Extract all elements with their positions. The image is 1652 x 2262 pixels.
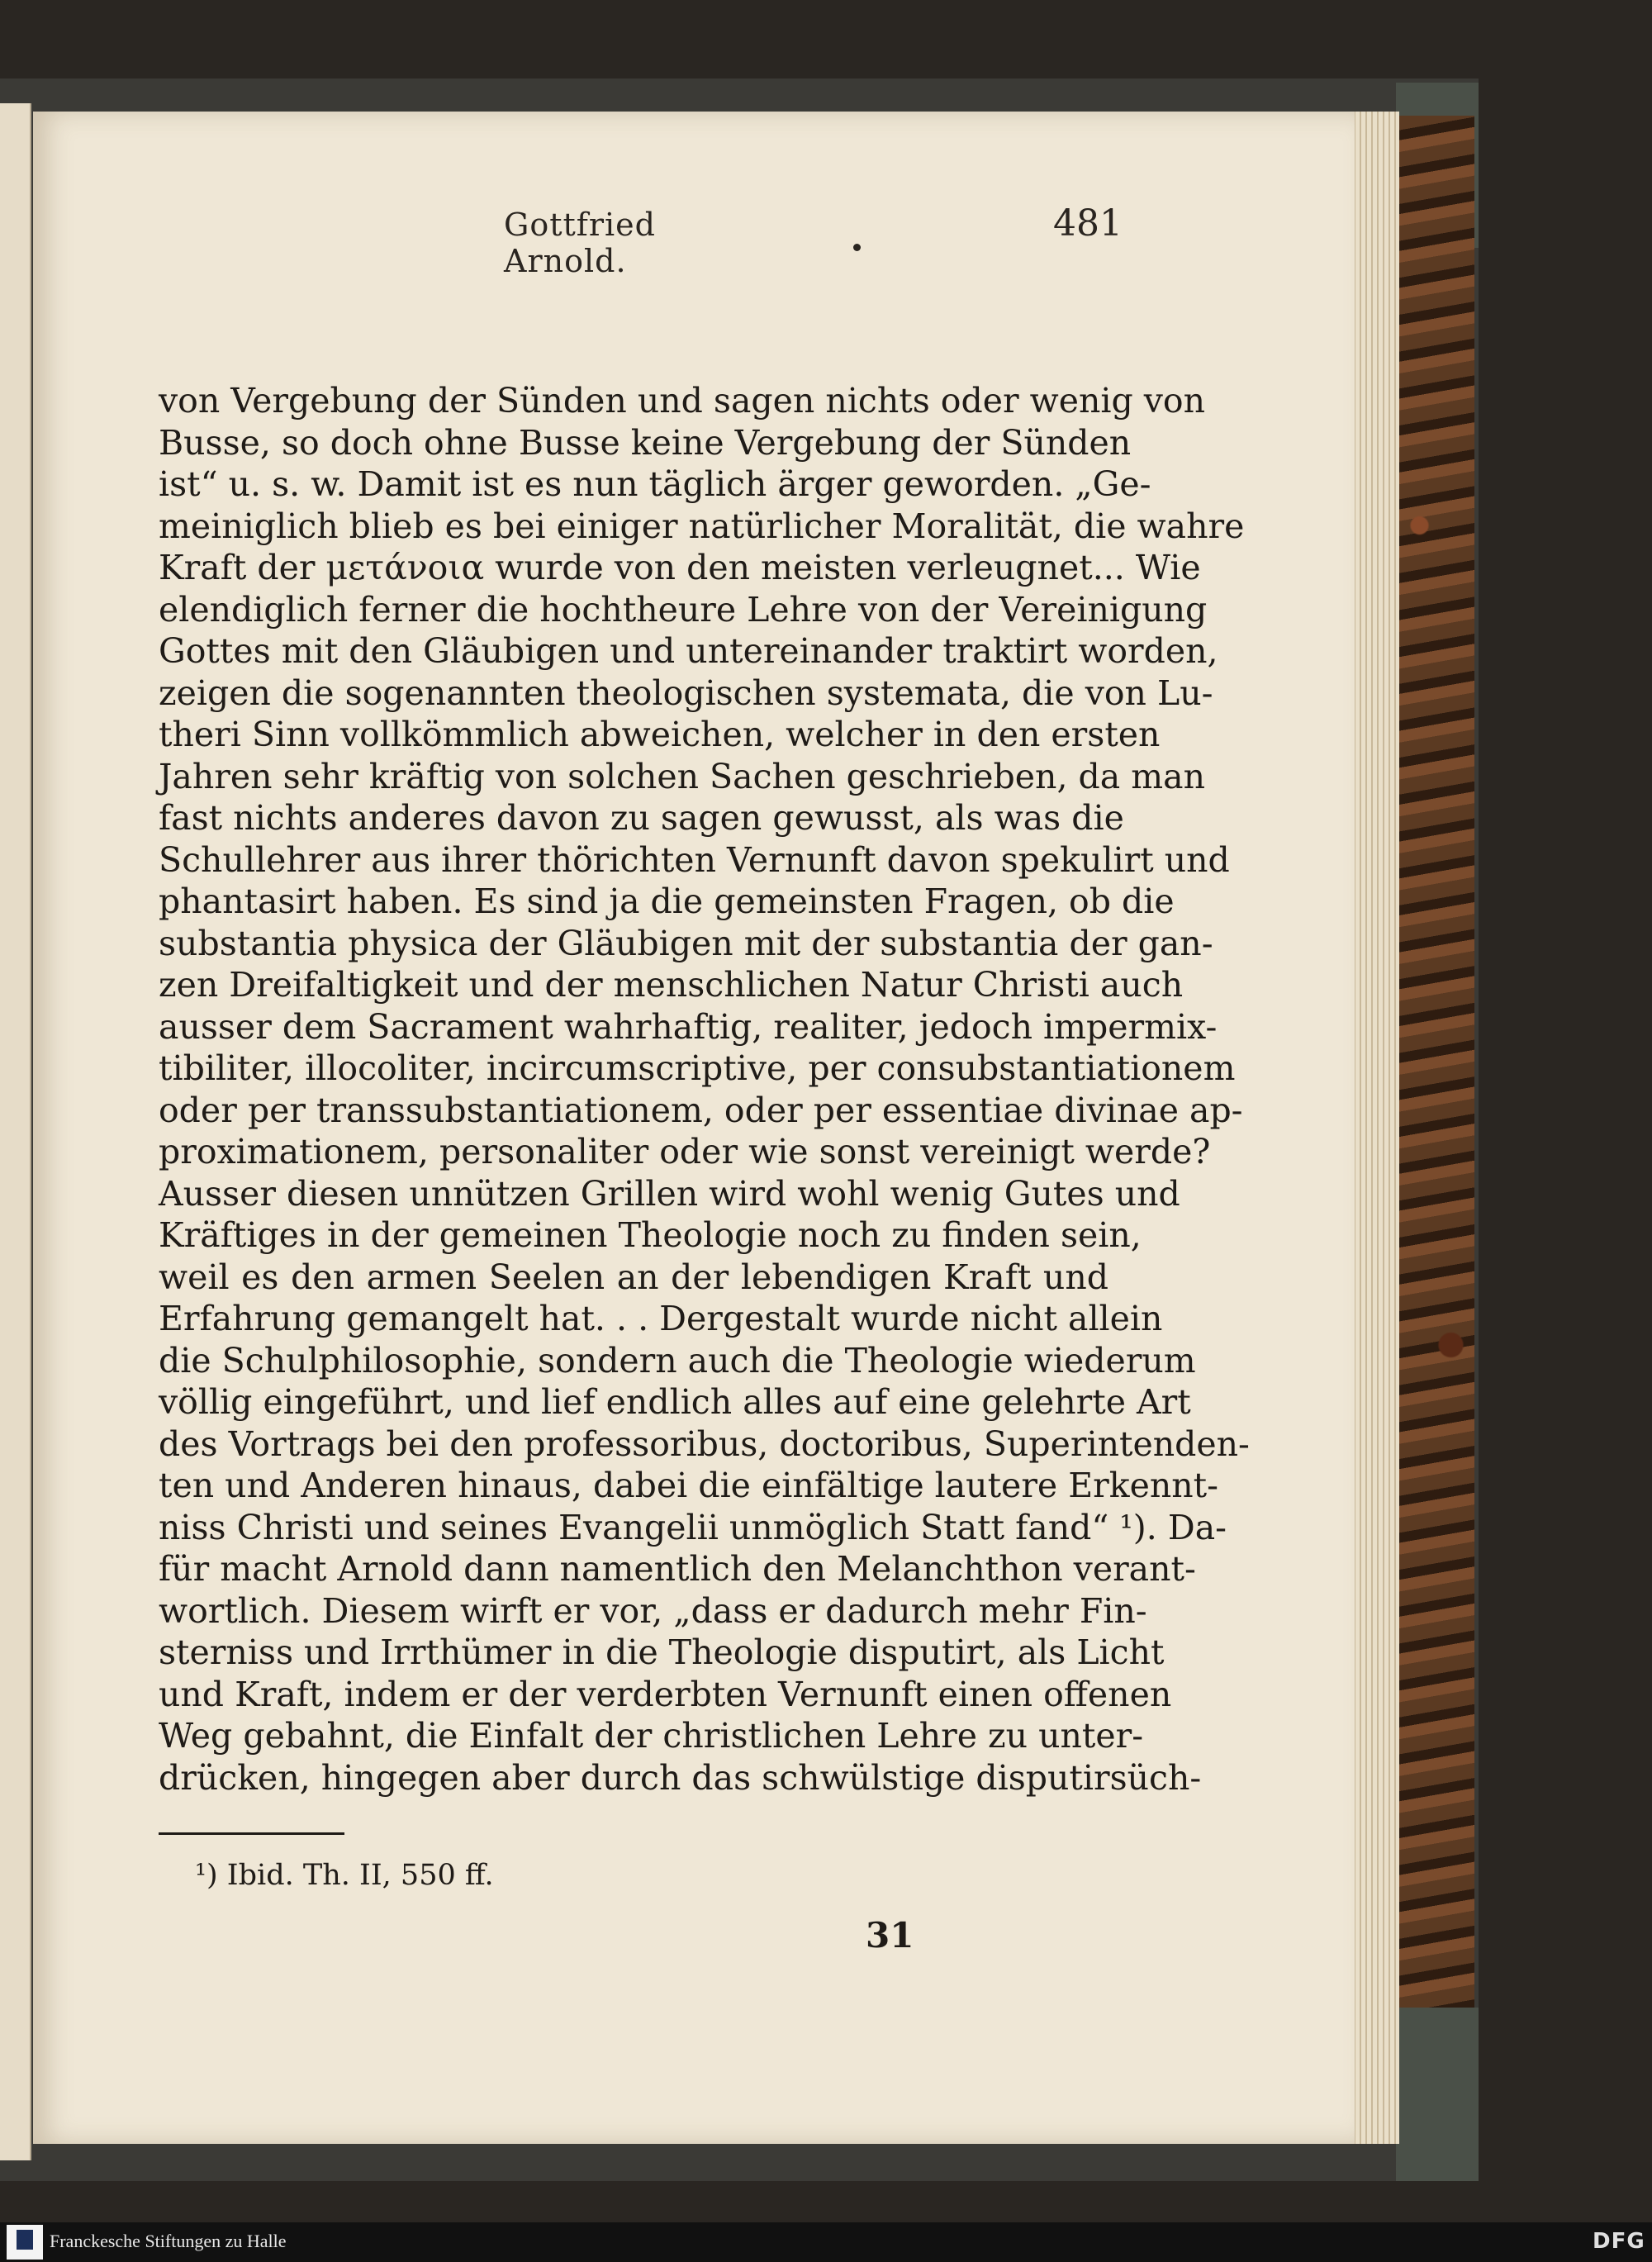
running-head: Gottfried Arnold. [504, 207, 656, 279]
text-line: oder per transsubstantiationem, oder per essentiae divinae ap- [159, 1090, 1243, 1130]
text-line: theri Sinn vollkömmlich abweichen, welcher in den ersten [159, 715, 1161, 754]
text-line: zeigen die sogenannten theologischen systemata, die von Lu- [159, 672, 1213, 713]
text-line: zen Dreifaltigkeit und der menschlichen Natur Christi auch [159, 965, 1184, 1005]
marbled-cover-edge [1396, 116, 1474, 2165]
footnote: ¹) Ibid. Th. II, 550 ff. [195, 1859, 494, 1892]
text-line: ist“ u. s. w. Damit ist es nun täglich ärger geworden. „Ge- [159, 464, 1151, 504]
text-line: die Schulphilosophie, sondern auch die Theologie wiederum [159, 1340, 1196, 1380]
text-line: weil es den armen Seelen an der lebendigen Kraft und [159, 1257, 1108, 1297]
text-line: völlig eingeführt, und lief endlich alles auf eine gelehrte Art [159, 1382, 1191, 1422]
text-line: fast nichts anderes davon zu sagen gewusst, als was die [159, 798, 1124, 838]
cover-corner-bottom [1396, 2008, 1479, 2181]
text-line: Erfahrung gemangelt hat. . . Dergestalt wurde nicht allein [159, 1299, 1163, 1338]
text-line: Ausser diesen unnützen Grillen wird wohl wenig Gutes und [159, 1173, 1180, 1214]
text-line: drücken, hingegen aber durch das schwülstige disputirsüch- [159, 1757, 1202, 1798]
dfg-logo: DFG [1593, 2229, 1645, 2254]
text-line: und Kraft, indem er der verderbten Vernunft einen offenen [159, 1674, 1172, 1714]
text-line: elendiglich ferner die hochtheure Lehre von der Vereinigung [159, 589, 1208, 630]
body-text [159, 380, 1250, 1799]
franckesche-stiftungen-logo-icon [7, 2225, 43, 2260]
text-line: ten und Anderen hinaus, dabei die einfältige lautere Erkennt- [159, 1466, 1218, 1505]
text-line: Kräftiges in der gemeinen Theologie noch zu finden sein, [159, 1215, 1142, 1255]
ink-dot [853, 244, 861, 251]
text-line: ausser dem Sacrament wahrhaftig, realiter, jedoch impermix- [159, 1006, 1218, 1047]
text-line: proximationem, personaliter oder wie sonst vereinigt werde? [159, 1132, 1211, 1171]
facing-page-edge [0, 103, 31, 2160]
text-line: Gottes mit den Gläubigen und untereinander traktirt worden, [159, 631, 1218, 671]
footnote-rule [159, 1832, 344, 1835]
text-line: phantasirt haben. Es sind ja die gemeinsten Fragen, ob die [159, 882, 1175, 921]
page-number: 481 [1053, 202, 1123, 245]
text-line: substantia physica der Gläubigen mit der substantia der gan- [159, 923, 1213, 963]
text-line: für macht Arnold dann namentlich den Melanchthon verant- [159, 1549, 1196, 1589]
text-line: von Vergebung der Sünden und sagen nichts oder wenig von [159, 381, 1206, 421]
text-line: sterniss und Irrthümer in die Theologie disputirt, als Licht [159, 1632, 1165, 1672]
text-line: niss Christi und seines Evangelii unmöglich Statt fand“ ¹). Da- [159, 1507, 1227, 1547]
text-line: des Vortrags bei den professoribus, doctoribus, Superintenden- [159, 1423, 1250, 1464]
text-line: tibiliter, illocoliter, incircumscriptive, per consubstantiationem [159, 1048, 1236, 1088]
text-line: Kraft der μετάνοια wurde von den meisten verleugnet... Wie [159, 548, 1201, 587]
text-line: wortlich. Diesem wirft er vor, „dass er dadurch mehr Fin- [159, 1590, 1147, 1631]
text-line: Weg gebahnt, die Einfalt der christlichen Lehre zu unter- [159, 1716, 1144, 1756]
library-name: Franckesche Stiftungen zu Halle [50, 2231, 287, 2251]
text-line: Schullehrer aus ihrer thörichten Vernunft davon spekulirt und [159, 839, 1230, 880]
text-line: meiniglich blieb es bei einiger natürlicher Moralität, die wahre [159, 506, 1245, 546]
text-line: Busse, so doch ohne Busse keine Vergebung der Sünden [159, 422, 1132, 463]
signature-mark: 31 [866, 1915, 914, 1955]
text-line: Jahren sehr kräftig von solchen Sachen geschrieben, da man [159, 756, 1205, 796]
